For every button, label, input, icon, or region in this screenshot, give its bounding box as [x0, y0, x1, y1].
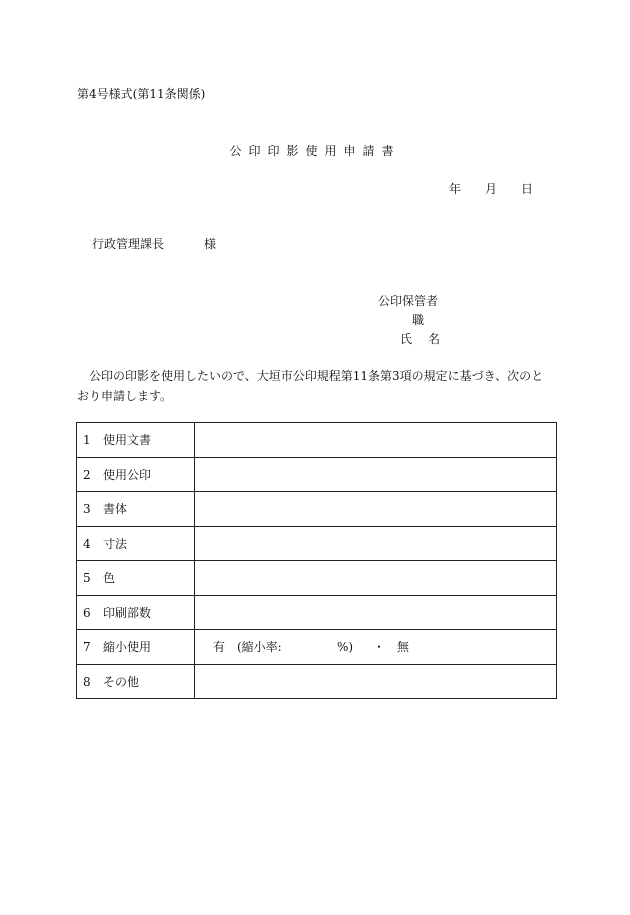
addressee [92, 235, 216, 252]
shrink-rate-label: (縮小率: [237, 640, 282, 655]
table-row [77, 423, 557, 458]
row-value-field[interactable] [195, 595, 557, 630]
date-line [449, 180, 533, 197]
row-value-field[interactable] [195, 561, 557, 596]
date-month: 月 [485, 182, 498, 196]
body-text: 公印の印影を使用したいので、大垣市公印規程第11条第3項の規定に基づき、次のとおり申請します。 [77, 369, 544, 403]
row-value-field[interactable] [195, 526, 557, 561]
form-number: 第4号様式(第11条関係) [77, 87, 206, 101]
row-number: 1 [83, 433, 91, 448]
table-row [77, 526, 557, 561]
table-row [77, 630, 557, 665]
applicant-block [378, 292, 440, 349]
row-label-text: 縮小使用 [103, 640, 152, 655]
row-number: 2 [83, 467, 91, 482]
row-value-field[interactable] [195, 457, 557, 492]
row-label-text: 寸法 [103, 536, 128, 551]
row-label-text: 使用公印 [103, 467, 152, 482]
row-label [77, 595, 195, 630]
row-number: 5 [83, 571, 91, 586]
table-row [77, 492, 557, 527]
shrink-rate-close: %) [337, 640, 354, 655]
row-number: 3 [83, 502, 91, 517]
applicant-name-label-2: 名 [428, 332, 441, 346]
row-label [77, 630, 195, 665]
addressee-name: 行政管理課長 [92, 237, 165, 251]
row-value-field[interactable] [195, 423, 557, 458]
shrink-usage-field[interactable] [195, 630, 557, 665]
shrink-yes-option[interactable]: 有 [213, 640, 226, 655]
application-table [76, 422, 557, 699]
date-day: 日 [521, 182, 534, 196]
row-label [77, 561, 195, 596]
table-row [77, 457, 557, 492]
table-row [77, 664, 557, 699]
row-label-text: 印刷部数 [103, 605, 152, 620]
row-label-text: その他 [103, 674, 140, 689]
row-number: 6 [83, 605, 91, 620]
row-label [77, 526, 195, 561]
row-value-field[interactable] [195, 664, 557, 699]
row-value-field[interactable] [195, 492, 557, 527]
document-title: 公印印影使用申請書 [229, 144, 401, 158]
table-row [77, 561, 557, 596]
applicant-label: 公印保管者 [378, 294, 439, 308]
applicant-name-label-1: 氏 [400, 332, 413, 346]
row-label [77, 492, 195, 527]
table-row [77, 595, 557, 630]
row-number: 8 [83, 674, 91, 689]
date-year: 年 [449, 182, 462, 196]
row-label-text: 使用文書 [103, 433, 152, 448]
row-label-text: 色 [103, 571, 116, 586]
row-label [77, 664, 195, 699]
row-label [77, 423, 195, 458]
applicant-position: 職 [412, 313, 425, 327]
row-label [77, 457, 195, 492]
addressee-honorific: 様 [204, 237, 217, 251]
row-label-text: 書体 [103, 502, 128, 517]
row-number: 4 [83, 536, 91, 551]
row-number: 7 [83, 640, 91, 655]
shrink-separator: ・ [373, 640, 386, 655]
shrink-no-option[interactable]: 無 [397, 640, 410, 655]
